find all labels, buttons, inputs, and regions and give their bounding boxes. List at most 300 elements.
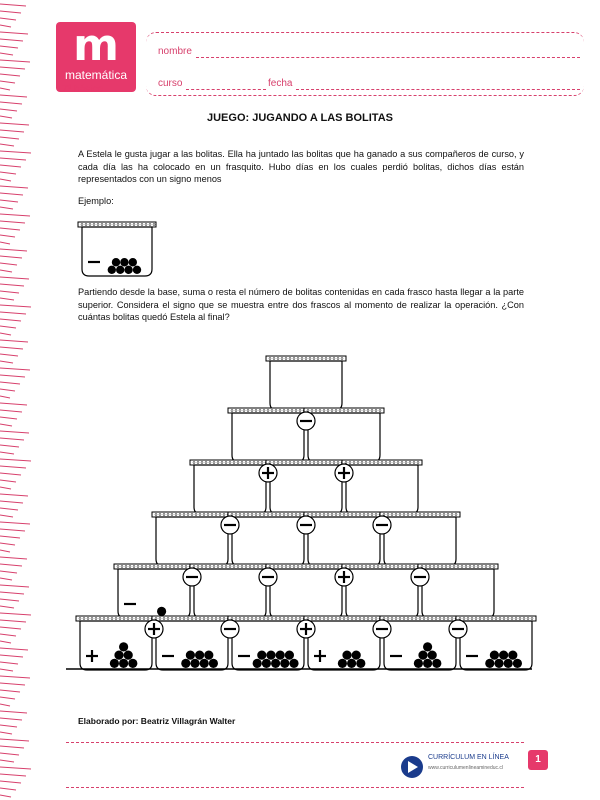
- frasco-tapa: [266, 460, 346, 465]
- tapa-patron: [235, 514, 237, 516]
- tapa-patron: [313, 462, 315, 464]
- frasco-tapa: [228, 616, 308, 621]
- tapa-patron: [383, 618, 385, 620]
- tapa-patron: [167, 514, 169, 516]
- tapa-patron: [179, 514, 181, 516]
- tapa-patron: [381, 462, 383, 464]
- tapa-patron: [373, 566, 375, 568]
- tapa-patron: [257, 566, 259, 568]
- tapa-patron: [383, 514, 385, 516]
- bolita: [423, 659, 432, 668]
- frasco-cuerpo: [308, 621, 380, 670]
- tapa-patron: [163, 618, 165, 620]
- tapa-patron: [407, 618, 409, 620]
- tapa-patron: [267, 514, 269, 516]
- tapa-patron: [245, 566, 247, 568]
- tapa-patron: [83, 618, 85, 620]
- frasco: [304, 616, 384, 670]
- tapa-patron: [375, 514, 377, 516]
- tapa-patron: [191, 618, 193, 620]
- bolita: [200, 659, 209, 668]
- frasco-cuerpo: [232, 621, 304, 670]
- tapa-patron: [401, 566, 403, 568]
- tapa-patron: [479, 618, 481, 620]
- tapa-patron: [481, 566, 483, 568]
- tapa-patron: [327, 410, 329, 412]
- tapa-patron: [475, 618, 477, 620]
- tapa-patron: [307, 410, 309, 412]
- tapa-patron: [447, 514, 449, 516]
- curso-field[interactable]: [186, 89, 266, 90]
- tapa-patron: [269, 566, 271, 568]
- frasco: [190, 460, 270, 514]
- bolita: [120, 258, 128, 266]
- tapa-patron: [325, 358, 327, 360]
- tapa-patron: [469, 566, 471, 568]
- tapa-patron: [337, 566, 339, 568]
- tapa-patron: [349, 566, 351, 568]
- bolita: [112, 258, 120, 266]
- tapa-patron: [415, 514, 417, 516]
- tapa-patron: [205, 566, 207, 568]
- tapa-patron: [287, 514, 289, 516]
- bolita: [285, 651, 294, 660]
- frasco-cuerpo: [270, 569, 342, 618]
- tapa-patron: [511, 618, 513, 620]
- tapa-patron: [235, 410, 237, 412]
- frasco: [190, 564, 270, 618]
- tapa-patron: [141, 224, 143, 226]
- tapa-patron: [439, 514, 441, 516]
- tapa-patron: [213, 566, 215, 568]
- tapa-patron: [283, 410, 285, 412]
- frasco: [228, 408, 308, 462]
- conector-circulo: [221, 516, 239, 534]
- tapa-patron: [451, 618, 453, 620]
- conector-circulo: [297, 620, 315, 638]
- tapa-patron: [269, 462, 271, 464]
- tapa-patron: [205, 462, 207, 464]
- conector-circulo: [411, 568, 429, 586]
- tapa-patron: [415, 618, 417, 620]
- bolita: [414, 659, 423, 668]
- tapa-patron: [325, 566, 327, 568]
- tapa-patron: [129, 566, 131, 568]
- signo-conector: [221, 620, 239, 638]
- signo-conector: [259, 464, 277, 482]
- tapa-patron: [465, 566, 467, 568]
- tapa-patron: [395, 514, 397, 516]
- tapa-patron: [265, 462, 267, 464]
- tapa-patron: [247, 410, 249, 412]
- bolita: [253, 659, 262, 668]
- tapa-patron: [213, 462, 215, 464]
- tapa-patron: [345, 462, 347, 464]
- bolita: [195, 651, 204, 660]
- tapa-patron: [363, 618, 365, 620]
- tapa-patron: [297, 566, 299, 568]
- tapa-patron: [299, 618, 301, 620]
- tapa-patron: [139, 618, 141, 620]
- instructions-paragraph: Partiendo desde la base, suma o resta el número de bolitas contenidas en cada frasco hasta llegar a la parte superior. Considera el signo que se muestra entre dos frascos al momento de realizar la operación. ¿Con cuántas bolitas quedó Estela al final?: [78, 287, 524, 323]
- curso-label: curso: [158, 78, 183, 89]
- tapa-patron: [391, 618, 393, 620]
- frasco-tapa: [76, 616, 156, 621]
- tapa-patron: [389, 462, 391, 464]
- tapa-patron: [275, 618, 277, 620]
- tapa-patron: [277, 566, 279, 568]
- frasco-cuerpo: [80, 621, 152, 670]
- tapa-patron: [355, 514, 357, 516]
- tapa-patron: [443, 514, 445, 516]
- tapa-patron: [105, 224, 107, 226]
- tapa-patron: [149, 224, 151, 226]
- bolita: [108, 266, 116, 274]
- tapa-patron: [271, 618, 273, 620]
- tapa-patron: [113, 224, 115, 226]
- tapa-patron: [431, 618, 433, 620]
- tapa-patron: [309, 566, 311, 568]
- signo-conector: [145, 620, 163, 638]
- signo-conector: [449, 620, 467, 638]
- tapa-patron: [249, 462, 251, 464]
- tapa-patron: [229, 462, 231, 464]
- tapa-patron: [379, 618, 381, 620]
- tapa-patron: [263, 514, 265, 516]
- tapa-patron: [397, 462, 399, 464]
- footer-brand-url: www.curriculumenlineamineduc.cl: [428, 765, 504, 771]
- bolita: [513, 659, 522, 668]
- tapa-patron: [523, 618, 525, 620]
- bolita: [129, 258, 137, 266]
- tapa-patron: [261, 462, 263, 464]
- tapa-patron: [367, 514, 369, 516]
- bolita: [262, 659, 271, 668]
- frasco: [76, 616, 156, 670]
- frasco-cuerpo: [346, 569, 418, 618]
- tapa-patron: [431, 514, 433, 516]
- bolita: [133, 266, 141, 274]
- tapa-patron: [207, 618, 209, 620]
- tapa-patron: [531, 618, 533, 620]
- tapa-patron: [455, 618, 457, 620]
- tapa-patron: [281, 462, 283, 464]
- tapa-patron: [145, 566, 147, 568]
- tapa-patron: [333, 358, 335, 360]
- tapa-patron: [483, 618, 485, 620]
- frasco: [304, 408, 384, 462]
- tapa-patron: [85, 224, 87, 226]
- frasco-tapa: [114, 564, 194, 569]
- tapa-patron: [147, 618, 149, 620]
- tapa-patron: [181, 566, 183, 568]
- tapa-patron: [243, 410, 245, 412]
- tapa-patron: [423, 618, 425, 620]
- tapa-patron: [351, 514, 353, 516]
- tapa-patron: [303, 514, 305, 516]
- tapa-patron: [209, 462, 211, 464]
- tapa-patron: [101, 224, 103, 226]
- tapa-patron: [237, 566, 239, 568]
- frasco-cuerpo: [270, 465, 342, 514]
- tapa-patron: [145, 224, 147, 226]
- tapa-patron: [279, 514, 281, 516]
- tapa-patron: [357, 462, 359, 464]
- tapa-patron: [425, 566, 427, 568]
- tapa-patron: [441, 566, 443, 568]
- tapa-patron: [423, 514, 425, 516]
- tapa-patron: [215, 514, 217, 516]
- bolita: [181, 659, 190, 668]
- logo-letter: m: [73, 20, 119, 71]
- tapa-patron: [357, 566, 359, 568]
- tapa-patron: [173, 566, 175, 568]
- tapa-patron: [259, 618, 261, 620]
- tapa-patron: [311, 410, 313, 412]
- tapa-patron: [391, 514, 393, 516]
- tapa-patron: [257, 462, 259, 464]
- tapa-patron: [285, 462, 287, 464]
- tapa-patron: [473, 566, 475, 568]
- tapa-patron: [231, 514, 233, 516]
- tapa-patron: [133, 224, 135, 226]
- frasco-tapa: [418, 564, 498, 569]
- bolita: [190, 659, 199, 668]
- conector-circulo: [297, 412, 315, 430]
- frasco-tapa: [342, 460, 422, 465]
- page-title: JUEGO: JUGANDO A LAS BOLITAS: [207, 112, 393, 124]
- tapa-patron: [297, 358, 299, 360]
- tapa-patron: [341, 462, 343, 464]
- tapa-patron: [371, 514, 373, 516]
- tapa-patron: [335, 514, 337, 516]
- tapa-patron: [157, 566, 159, 568]
- signo-conector: [335, 464, 353, 482]
- tapa-patron: [385, 566, 387, 568]
- tapa-patron: [519, 618, 521, 620]
- tapa-patron: [329, 462, 331, 464]
- tapa-patron: [263, 410, 265, 412]
- bolita: [266, 651, 275, 660]
- tapa-patron: [355, 410, 357, 412]
- bolita: [209, 659, 218, 668]
- tapa-patron: [207, 514, 209, 516]
- nombre-field[interactable]: [196, 57, 580, 58]
- tapa-patron: [301, 358, 303, 360]
- signo-conector: [259, 568, 277, 586]
- tapa-patron: [255, 618, 257, 620]
- bolita: [347, 659, 356, 668]
- tapa-patron: [331, 514, 333, 516]
- tapa-patron: [361, 462, 363, 464]
- tapa-patron: [339, 410, 341, 412]
- frasco: [266, 460, 346, 514]
- tapa-patron: [247, 618, 249, 620]
- tapa-patron: [133, 566, 135, 568]
- tapa-patron: [197, 566, 199, 568]
- tapa-patron: [293, 358, 295, 360]
- tapa-patron: [351, 410, 353, 412]
- bolita: [418, 651, 427, 660]
- tapa-patron: [319, 514, 321, 516]
- tapa-patron: [443, 618, 445, 620]
- tapa-patron: [313, 358, 315, 360]
- tapa-patron: [435, 514, 437, 516]
- tapa-patron: [341, 358, 343, 360]
- bolita: [508, 651, 517, 660]
- tapa-patron: [99, 618, 101, 620]
- frasco-tapa: [228, 512, 308, 517]
- tapa-patron: [199, 618, 201, 620]
- tapa-patron: [403, 514, 405, 516]
- frasco-cuerpo: [384, 517, 456, 566]
- tapa-patron: [359, 410, 361, 412]
- frasco-tapa: [152, 512, 232, 517]
- frasco: [304, 512, 384, 566]
- subject-logo: [56, 22, 136, 92]
- tapa-patron: [381, 566, 383, 568]
- signo-conector: [297, 412, 315, 430]
- tapa-patron: [307, 618, 309, 620]
- tapa-patron: [413, 566, 415, 568]
- tapa-patron: [215, 618, 217, 620]
- student-info-box: [146, 32, 584, 96]
- tapa-patron: [335, 618, 337, 620]
- tapa-patron: [347, 410, 349, 412]
- tapa-patron: [169, 566, 171, 568]
- tapa-patron: [301, 462, 303, 464]
- frasco: [266, 356, 346, 410]
- tapa-patron: [219, 618, 221, 620]
- tapa-patron: [433, 566, 435, 568]
- tapa-patron: [327, 618, 329, 620]
- tapa-patron: [283, 514, 285, 516]
- tapa-patron: [293, 462, 295, 464]
- fecha-field[interactable]: [296, 89, 580, 90]
- tapa-patron: [125, 224, 127, 226]
- bolita: [352, 651, 361, 660]
- tapa-patron: [153, 224, 155, 226]
- tapa-patron: [203, 514, 205, 516]
- tapa-patron: [223, 514, 225, 516]
- bolita: [110, 659, 119, 668]
- tapa-patron: [275, 514, 277, 516]
- nombre-label: nombre: [158, 46, 192, 57]
- tapa-patron: [237, 462, 239, 464]
- frasco: [78, 222, 156, 276]
- frasco-cuerpo: [232, 413, 304, 462]
- bolita: [204, 651, 213, 660]
- tapa-patron: [377, 462, 379, 464]
- tapa-patron: [125, 566, 127, 568]
- tapa-patron: [225, 566, 227, 568]
- tapa-patron: [273, 462, 275, 464]
- tapa-patron: [149, 566, 151, 568]
- tapa-patron: [171, 618, 173, 620]
- conector-circulo: [259, 568, 277, 586]
- tapa-patron: [199, 514, 201, 516]
- tapa-patron: [195, 514, 197, 516]
- conector-circulo: [183, 568, 201, 586]
- tapa-patron: [367, 618, 369, 620]
- tapa-patron: [471, 618, 473, 620]
- tapa-patron: [453, 566, 455, 568]
- tapa-patron: [449, 566, 451, 568]
- logo-word: matemática: [64, 68, 128, 82]
- tapa-patron: [437, 566, 439, 568]
- tapa-patron: [269, 358, 271, 360]
- tapa-patron: [235, 618, 237, 620]
- tapa-patron: [273, 566, 275, 568]
- frasco-tapa: [190, 460, 270, 465]
- bolita: [432, 659, 441, 668]
- tapa-patron: [253, 462, 255, 464]
- bolita: [186, 651, 195, 660]
- tapa-patron: [421, 566, 423, 568]
- tapa-patron: [333, 566, 335, 568]
- frasco-cuerpo: [156, 621, 228, 670]
- tapa-patron: [223, 618, 225, 620]
- tapa-patron: [283, 618, 285, 620]
- tapa-patron: [319, 618, 321, 620]
- tapa-patron: [395, 618, 397, 620]
- tapa-patron: [515, 618, 517, 620]
- tapa-patron: [329, 358, 331, 360]
- tapa-patron: [89, 224, 91, 226]
- tapa-patron: [413, 462, 415, 464]
- tapa-patron: [435, 618, 437, 620]
- tapa-patron: [261, 566, 263, 568]
- tapa-patron: [281, 358, 283, 360]
- tapa-patron: [109, 224, 111, 226]
- tapa-patron: [275, 410, 277, 412]
- frasco: [152, 616, 232, 670]
- bolita: [499, 651, 508, 660]
- tapa-patron: [301, 566, 303, 568]
- bolita: [428, 651, 437, 660]
- frasco-cuerpo: [422, 569, 494, 618]
- tapa-patron: [121, 224, 123, 226]
- tapa-patron: [141, 566, 143, 568]
- tapa-patron: [79, 618, 81, 620]
- tapa-patron: [239, 618, 241, 620]
- frasco-cuerpo: [82, 227, 152, 276]
- bolita: [494, 659, 503, 668]
- tapa-patron: [297, 462, 299, 464]
- tapa-patron: [405, 462, 407, 464]
- tapa-patron: [251, 618, 253, 620]
- tapa-patron: [315, 410, 317, 412]
- frasco: [114, 564, 194, 618]
- tapa-patron: [153, 566, 155, 568]
- bolita: [119, 642, 128, 651]
- tapa-patron: [201, 566, 203, 568]
- tapa-patron: [447, 618, 449, 620]
- tapa-patron: [185, 566, 187, 568]
- tapa-patron: [353, 462, 355, 464]
- conector-circulo: [145, 620, 163, 638]
- tapa-patron: [321, 566, 323, 568]
- tapa-patron: [311, 514, 313, 516]
- tapa-patron: [369, 462, 371, 464]
- frasco: [380, 616, 460, 670]
- tapa-patron: [299, 514, 301, 516]
- tapa-patron: [241, 566, 243, 568]
- tapa-patron: [93, 224, 95, 226]
- tapa-patron: [203, 618, 205, 620]
- tapa-patron: [375, 410, 377, 412]
- frasco-tapa: [266, 564, 346, 569]
